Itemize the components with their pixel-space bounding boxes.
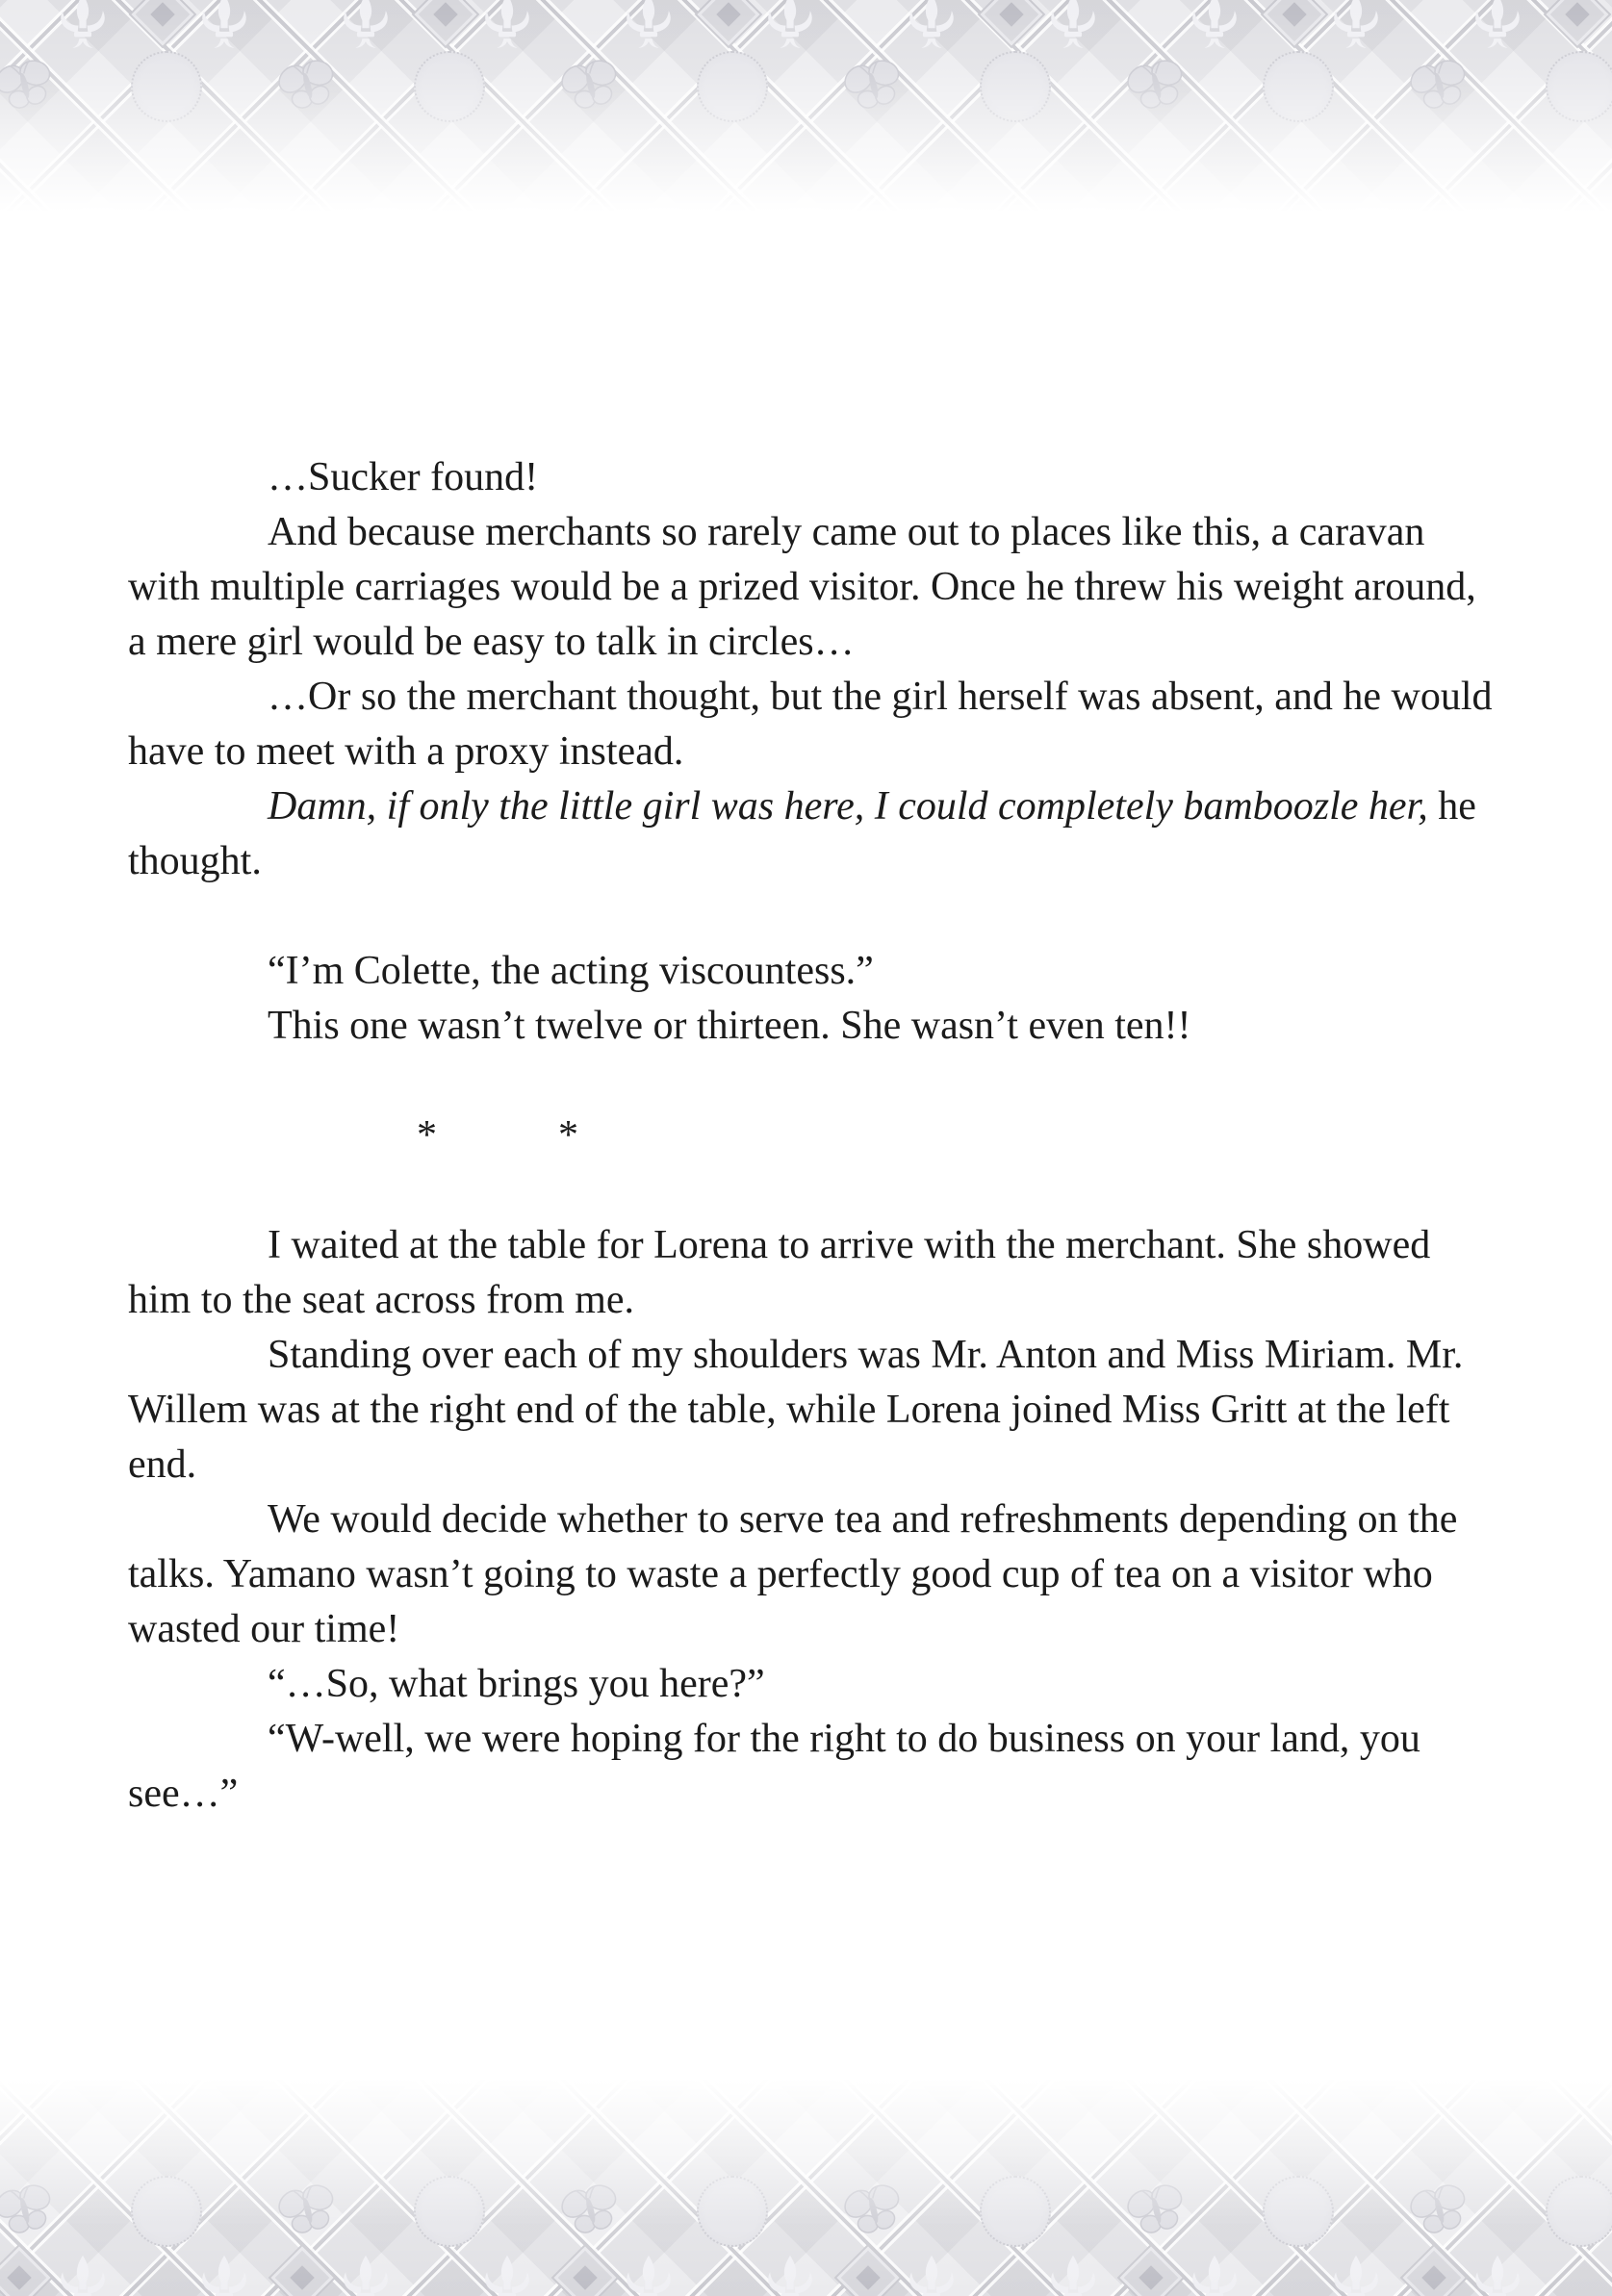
- fleur-cell: [436, 2255, 577, 2296]
- paragraph: “W-well, we were hoping for the right to do business on your land, you see…”: [128, 1717, 1420, 1816]
- butterfly-icon: [1117, 2177, 1194, 2247]
- paragraph: …Sucker found!: [268, 455, 539, 499]
- paragraph: Standing over each of my shoulders was Mr. Anton and Miss Miriam. Mr. Willem was at the right end of the table, while Lorena joined Miss Gritt at the left end.: [128, 1333, 1464, 1487]
- medallion-circle-icon: [414, 51, 485, 122]
- fleur-cell: [12, 2255, 153, 2296]
- motif-cell: [1369, 2176, 1510, 2247]
- paragraph: This one wasn’t twelve or thirteen. She wasn’t even ten!!: [268, 1004, 1191, 1048]
- medallion-circle-icon: [980, 2176, 1051, 2247]
- fleur-de-lis-icon: [199, 0, 249, 49]
- fleur-de-lis-icon: [765, 2255, 815, 2296]
- butterfly-medallion-row: [0, 2176, 1612, 2247]
- fleur-cell: [1002, 2255, 1143, 2296]
- fleur-cell: [1426, 0, 1568, 49]
- motif-cell: [1086, 2176, 1227, 2247]
- fleur-de-lis-icon: [1048, 2255, 1098, 2296]
- motif-cell: [1510, 2176, 1612, 2247]
- paragraph: We would decide whether to serve tea and refreshments depending on the talks. Yamano wasn’t going to waste a perfectly good cup of tea on a visitor who wasted our time!: [128, 1497, 1458, 1651]
- fleur-cell: [1426, 2255, 1568, 2296]
- medallion-circle-icon: [697, 2176, 768, 2247]
- fleur-cell: [1143, 0, 1285, 49]
- paragraph: …Or so the merchant thought, but the girl herself was absent, and he would have to meet with a proxy instead.: [128, 675, 1493, 774]
- medallion-circle-icon: [1546, 51, 1612, 122]
- fleur-de-lis-icon: [58, 2255, 108, 2296]
- fleur-cell: [860, 2255, 1002, 2296]
- fleur-cell: [1568, 2255, 1612, 2296]
- fleur-cell: [860, 0, 1002, 49]
- fleur-de-lis-icon: [907, 2255, 957, 2296]
- butterfly-icon: [0, 2177, 64, 2247]
- fleur-cell: [1285, 2255, 1426, 2296]
- motif-cell: [0, 2176, 95, 2247]
- italic-thought-text: Damn, if only the little girl was here, I could completely bamboozle her,: [268, 784, 1428, 829]
- butterfly-icon: [551, 52, 628, 122]
- motif-cell: [803, 51, 944, 122]
- medallion-circle-icon: [1546, 2176, 1612, 2247]
- medallion-circle-icon: [414, 2176, 485, 2247]
- fleur-de-lis-icon: [58, 0, 108, 49]
- motif-cell: [95, 51, 237, 122]
- fleur-de-lis-icon: [1472, 2255, 1522, 2296]
- butterfly-icon: [1400, 2177, 1477, 2247]
- motif-cell: [378, 51, 520, 122]
- fleur-cell: [577, 0, 719, 49]
- butterfly-icon: [0, 52, 64, 122]
- motif-cell: [661, 2176, 803, 2247]
- motif-cell: [1369, 51, 1510, 122]
- fleur-de-lis-icon: [482, 0, 532, 49]
- motif-cell: [944, 2176, 1086, 2247]
- fleur-de-lis-icon: [907, 0, 957, 49]
- butterfly-icon: [1117, 52, 1194, 122]
- fleur-cell: [12, 0, 153, 49]
- motif-cell: [1227, 51, 1369, 122]
- fleur-de-lis-icon: [482, 2255, 532, 2296]
- fleur-cell: [294, 0, 436, 49]
- fleur-de-lis-icon: [765, 0, 815, 49]
- paragraph-text: he thought.: [128, 784, 1476, 883]
- paragraph: I waited at the table for Lorena to arrive with the merchant. She showed him to the seat across from me.: [128, 1223, 1431, 1322]
- fleur-de-lis-icon: [1472, 0, 1522, 49]
- paragraph: And because merchants so rarely came out to places like this, a caravan with multiple carriages would be a prized visitor. Once he threw his weight around, a mere girl would be easy to talk in circles…: [128, 510, 1476, 664]
- fleur-de-lis-icon: [341, 2255, 391, 2296]
- motif-cell: [237, 2176, 378, 2247]
- motif-cell: [1086, 51, 1227, 122]
- motif-cell: [378, 2176, 520, 2247]
- medallion-circle-icon: [131, 2176, 202, 2247]
- motif-cell: [661, 51, 803, 122]
- butterfly-medallion-row: [0, 51, 1612, 122]
- scene-break: * *: [417, 1113, 578, 1158]
- medallion-circle-icon: [697, 51, 768, 122]
- fleur-cell: [294, 2255, 436, 2296]
- bottom-decorative-border: [0, 2055, 1612, 2296]
- butterfly-icon: [269, 2177, 345, 2247]
- fleur-cell: [719, 2255, 860, 2296]
- butterfly-icon: [834, 2177, 911, 2247]
- fleur-de-lis-icon: [624, 2255, 674, 2296]
- paragraph: “I’m Colette, the acting viscountess.”: [268, 949, 874, 993]
- fleur-de-lis-icon: [1190, 0, 1240, 49]
- fleur-row: [12, 0, 1612, 49]
- butterfly-icon: [834, 52, 911, 122]
- fleur-de-lis-icon: [1048, 0, 1098, 49]
- fleur-cell: [153, 2255, 294, 2296]
- motif-cell: [520, 2176, 661, 2247]
- fleur-de-lis-icon: [624, 0, 674, 49]
- medallion-circle-icon: [980, 51, 1051, 122]
- butterfly-icon: [551, 2177, 628, 2247]
- fleur-de-lis-icon: [1331, 2255, 1381, 2296]
- butterfly-icon: [1400, 52, 1477, 122]
- motif-cell: [1510, 51, 1612, 122]
- fleur-de-lis-icon: [199, 2255, 249, 2296]
- fleur-row: [12, 2255, 1612, 2296]
- fleur-de-lis-icon: [341, 0, 391, 49]
- motif-cell: [237, 51, 378, 122]
- motif-cell: [520, 51, 661, 122]
- motif-cell: [1227, 2176, 1369, 2247]
- fleur-cell: [1143, 2255, 1285, 2296]
- page-text: [128, 450, 1495, 1822]
- fleur-cell: [577, 2255, 719, 2296]
- motif-cell: [95, 2176, 237, 2247]
- motif-cell: [803, 2176, 944, 2247]
- motif-cell: [944, 51, 1086, 122]
- fleur-de-lis-icon: [1190, 2255, 1240, 2296]
- paragraph: “…So, what brings you here?”: [268, 1662, 765, 1706]
- paragraph: [128, 779, 1495, 889]
- motif-cell: [0, 51, 95, 122]
- fleur-de-lis-icon: [1331, 0, 1381, 49]
- medallion-circle-icon: [131, 51, 202, 122]
- medallion-circle-icon: [1263, 2176, 1334, 2247]
- top-decorative-border: [0, 0, 1612, 236]
- medallion-circle-icon: [1263, 51, 1334, 122]
- butterfly-icon: [269, 52, 345, 122]
